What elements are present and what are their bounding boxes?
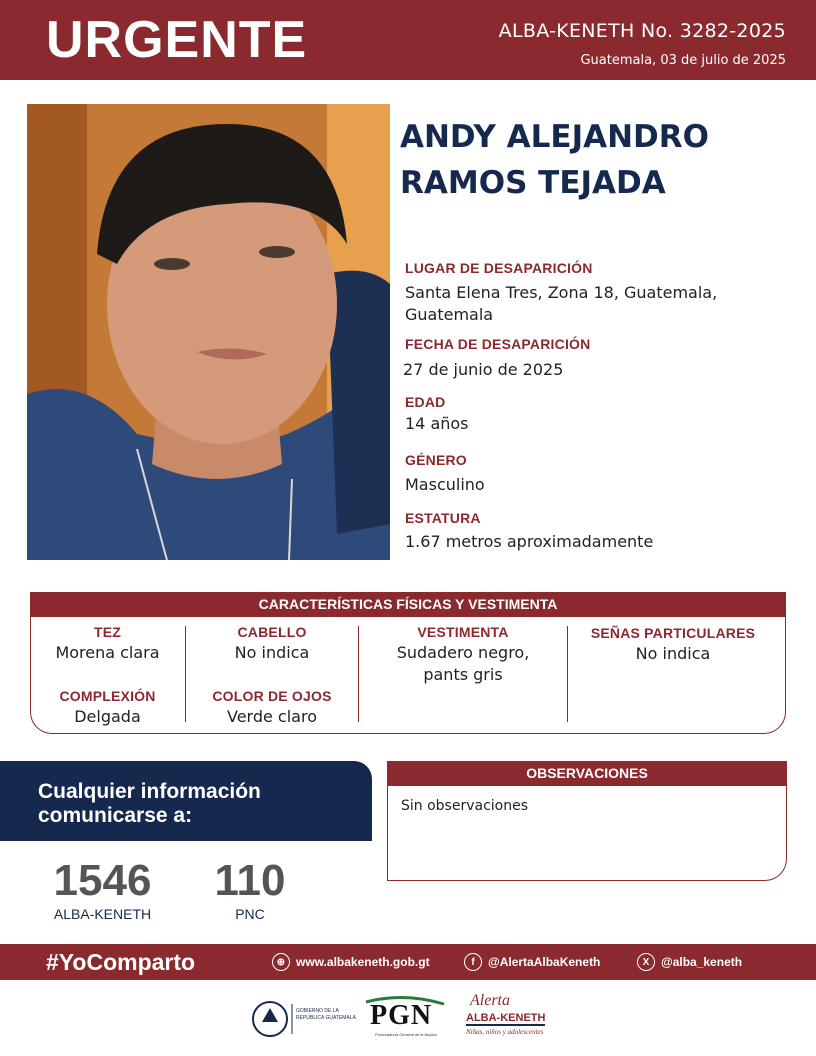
phone-alba-keneth[interactable]: 1546 <box>53 856 152 905</box>
complexion-value: Delgada <box>74 707 141 726</box>
person-name-line1: ANDY ALEJANDRO <box>400 119 710 155</box>
pgn-logo <box>364 994 448 1044</box>
observations-title: OBSERVACIONES <box>387 761 787 786</box>
vestimenta-label: VESTIMENTA <box>417 624 509 640</box>
cabello-value: No indica <box>234 643 310 662</box>
x-text: @alba_keneth <box>661 955 743 969</box>
alba-logo-sub: Niñas, niños y adolescentes <box>466 1028 544 1036</box>
x-link[interactable] <box>637 944 742 980</box>
senas-label: SEÑAS PARTICULARES <box>590 625 756 641</box>
pgn-logo-sub: Procuraduría General de la Nación <box>375 1032 437 1037</box>
phone-pnc-label: PNC <box>235 906 265 922</box>
tez-value: Morena clara <box>55 643 160 662</box>
characteristics-title: CARACTERÍSTICAS FÍSICAS Y VESTIMENTA <box>30 592 786 617</box>
phone-alba-keneth-label: ALBA-KENETH <box>53 906 152 922</box>
facebook-link[interactable] <box>464 944 600 980</box>
website-text: www.albakeneth.gob.gt <box>296 955 430 969</box>
urgent-title: URGENTE <box>46 11 308 69</box>
edad-value: 14 años <box>405 414 469 433</box>
lugar-label: LUGAR DE DESAPARICIÓN <box>405 260 593 276</box>
person-name-line2: RAMOS TEJADA <box>400 165 666 201</box>
tez-label: TEZ <box>93 624 122 640</box>
vestimenta-value-line2: pants gris <box>423 665 503 684</box>
pgn-logo-text: PGN <box>370 1000 433 1031</box>
gov-logo-text: GOBIERNO DE LA REPÚBLICA GUATEMALA <box>296 1008 356 1021</box>
complexion-label: COMPLEXIÓN <box>59 688 156 704</box>
contact-line2: comunicarse a: <box>38 804 193 827</box>
ojos-label: COLOR DE OJOS <box>212 688 332 704</box>
alba-keneth-logo <box>466 994 546 1044</box>
facebook-text: @AlertaAlbaKeneth <box>488 955 601 969</box>
genero-label: GÉNERO <box>405 452 467 468</box>
missing-person-photo <box>27 104 390 560</box>
estatura-value: 1.67 metros aproximadamente <box>405 532 654 551</box>
ojos-value: Verde claro <box>227 707 317 726</box>
website-link[interactable] <box>272 944 430 980</box>
x-icon: X <box>637 953 655 971</box>
lugar-value-line2: Guatemala <box>405 305 494 324</box>
person-name <box>400 114 800 206</box>
alba-logo-alerta: Alerta <box>470 992 510 1009</box>
hashtag: #YoComparto <box>46 949 196 975</box>
case-date: Guatemala, 03 de julio de 2025 <box>580 53 786 68</box>
fecha-label: FECHA DE DESAPARICIÓN <box>405 336 591 352</box>
edad-label: EDAD <box>405 394 446 410</box>
lugar-value-line1: Santa Elena Tres, Zona 18, Guatemala, <box>405 283 718 302</box>
observations-text: Sin observaciones <box>401 798 529 814</box>
contact-line1: Cualquier información <box>38 780 261 803</box>
vestimenta-value-line1: Sudadero negro, <box>396 643 530 662</box>
cabello-label: CABELLO <box>237 624 307 640</box>
facebook-icon: f <box>464 953 482 971</box>
senas-value: No indica <box>635 644 711 663</box>
case-number: ALBA-KENETH No. 3282-2025 <box>498 20 786 42</box>
alba-logo-name: ALBA-KENETH <box>466 1012 546 1024</box>
web-icon: ⊕ <box>272 953 290 971</box>
phone-pnc[interactable]: 110 <box>214 856 286 905</box>
fecha-value: 27 de junio de 2025 <box>403 360 564 379</box>
contact-text <box>38 780 261 828</box>
genero-value: Masculino <box>405 475 485 494</box>
estatura-label: ESTATURA <box>405 510 481 526</box>
gov-logo <box>250 994 360 1044</box>
